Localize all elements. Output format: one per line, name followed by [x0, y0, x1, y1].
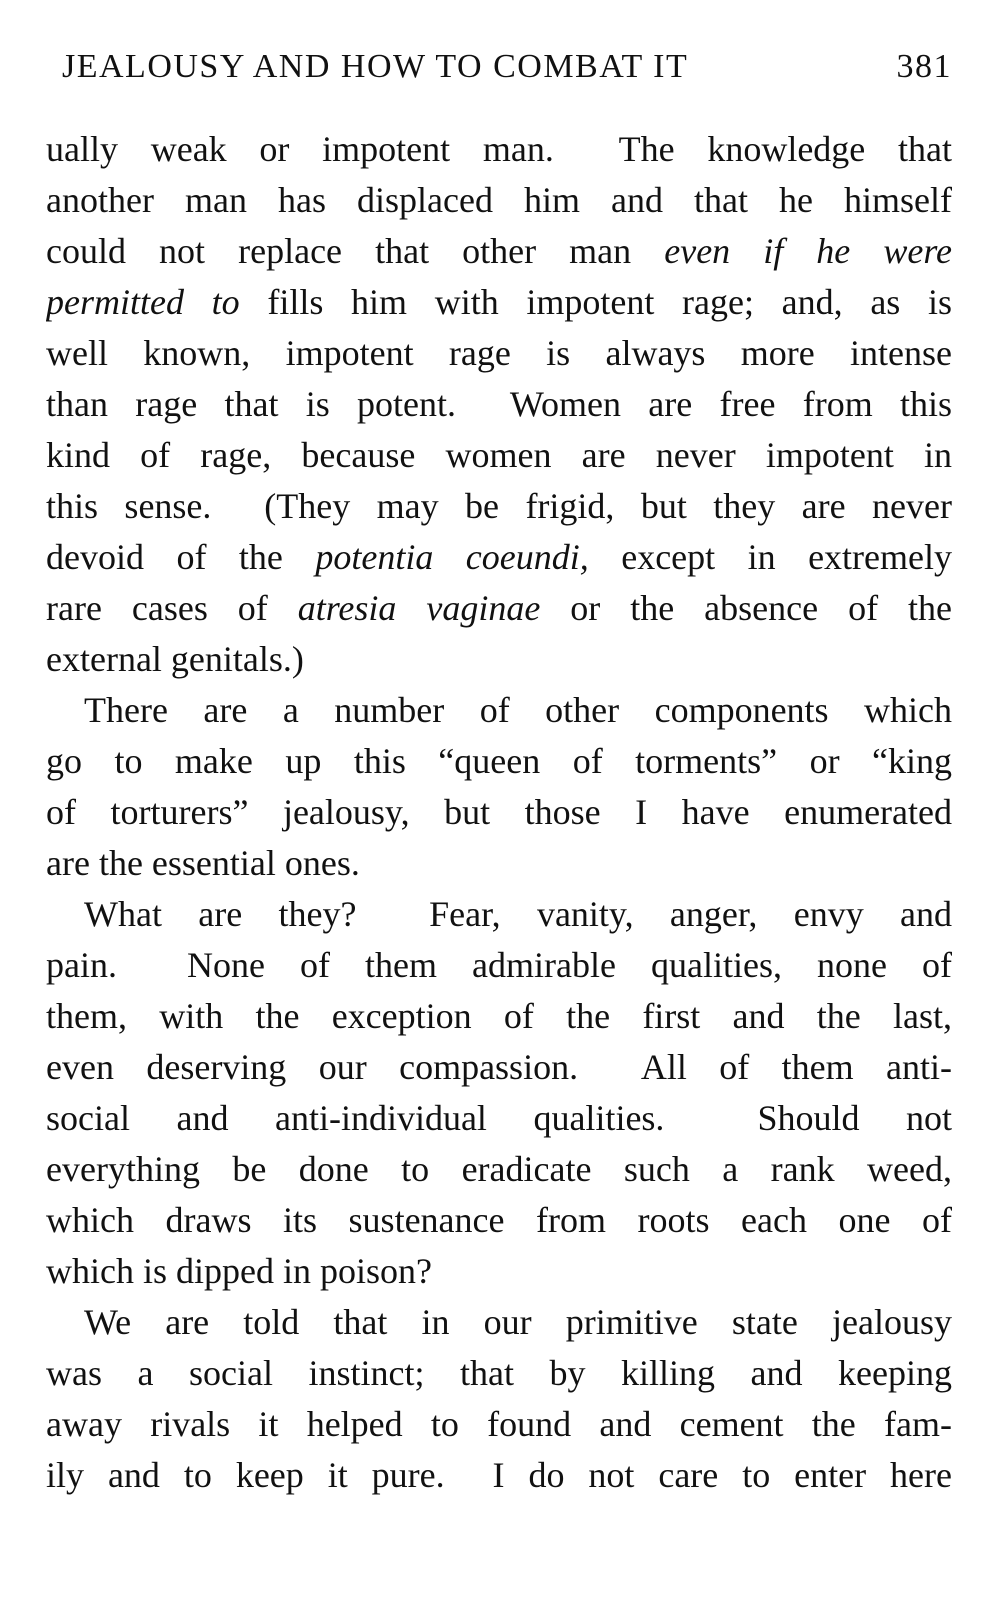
text-line	[46, 124, 952, 175]
text-run: could not replace that other man	[46, 231, 665, 271]
body-text	[46, 124, 952, 1501]
text-line	[46, 685, 952, 736]
page-number: 381	[896, 48, 952, 85]
running-header	[62, 42, 952, 92]
text-run: another man has displaced him and that he himself	[46, 180, 952, 220]
text-line	[46, 1195, 952, 1246]
text-line	[46, 1348, 952, 1399]
text-line	[46, 226, 952, 277]
text-run: social and anti-individual qualities. Should not	[46, 1098, 952, 1138]
text-line	[46, 583, 952, 634]
text-run: which draws its sustenance from roots each one of	[46, 1200, 952, 1240]
text-run: this sense. (They may be frigid, but they are never	[46, 486, 952, 526]
text-run: except in extremely	[588, 537, 952, 577]
text-line	[46, 430, 952, 481]
paragraph	[46, 124, 952, 685]
text-line	[46, 838, 952, 889]
text-run: rare cases of	[46, 588, 298, 628]
text-run: external genitals.)	[46, 639, 304, 679]
text-run: was a social instinct; that by killing and keeping	[46, 1353, 952, 1393]
text-line	[46, 175, 952, 226]
text-run: pain. None of them admirable qualities, none of	[46, 945, 952, 985]
text-run: ually weak or impotent man. The knowledge that	[46, 129, 952, 169]
italic-text: atresia vaginae	[297, 588, 541, 628]
text-line	[46, 736, 952, 787]
italic-text: potentia coeundi,	[315, 537, 589, 577]
text-run: kind of rage, because women are never impotent in	[46, 435, 952, 475]
paragraph	[46, 1297, 952, 1501]
chapter-title: JEALOUSY AND HOW TO COMBAT IT	[62, 48, 689, 85]
text-line	[46, 1093, 952, 1144]
text-run: There are a number of other components which	[84, 690, 952, 730]
text-line	[46, 889, 952, 940]
text-run: well known, impotent rage is always more intense	[46, 333, 952, 373]
text-line	[46, 991, 952, 1042]
text-line	[46, 940, 952, 991]
text-line	[46, 1450, 952, 1501]
paragraph	[46, 889, 952, 1297]
text-line	[46, 787, 952, 838]
text-line	[46, 532, 952, 583]
text-run: than rage that is potent. Women are free from this	[46, 384, 952, 424]
text-line	[46, 634, 952, 685]
text-line	[46, 1399, 952, 1450]
italic-text: permitted to	[46, 282, 240, 322]
text-run: devoid of the	[46, 537, 316, 577]
text-line	[46, 328, 952, 379]
text-run: go to make up this “queen of torments” or “king	[46, 741, 952, 781]
text-line	[46, 1297, 952, 1348]
text-line	[46, 277, 952, 328]
text-line	[46, 1144, 952, 1195]
text-run: which is dipped in poison?	[46, 1251, 432, 1291]
text-run: or the absence of the	[540, 588, 952, 628]
italic-text: even if he were	[664, 231, 952, 271]
text-line	[46, 1246, 952, 1297]
text-line	[46, 481, 952, 532]
text-run: them, with the exception of the first and the last,	[46, 996, 952, 1036]
text-run: fills him with impotent rage; and, as is	[239, 282, 952, 322]
text-run: are the essential ones.	[46, 843, 360, 883]
text-line	[46, 379, 952, 430]
paragraph	[46, 685, 952, 889]
text-run: ily and to keep it pure. I do not care to enter here	[46, 1455, 952, 1495]
text-line	[46, 1042, 952, 1093]
text-run: We are told that in our primitive state jealousy	[84, 1302, 952, 1342]
text-run: What are they? Fear, vanity, anger, envy and	[84, 894, 952, 934]
text-run: of torturers” jealousy, but those I have enumerated	[46, 792, 952, 832]
text-run: even deserving our compassion. All of them anti-	[46, 1047, 952, 1087]
text-run: away rivals it helped to found and cement the fam-	[46, 1404, 952, 1444]
text-run: everything be done to eradicate such a rank weed,	[46, 1149, 952, 1189]
